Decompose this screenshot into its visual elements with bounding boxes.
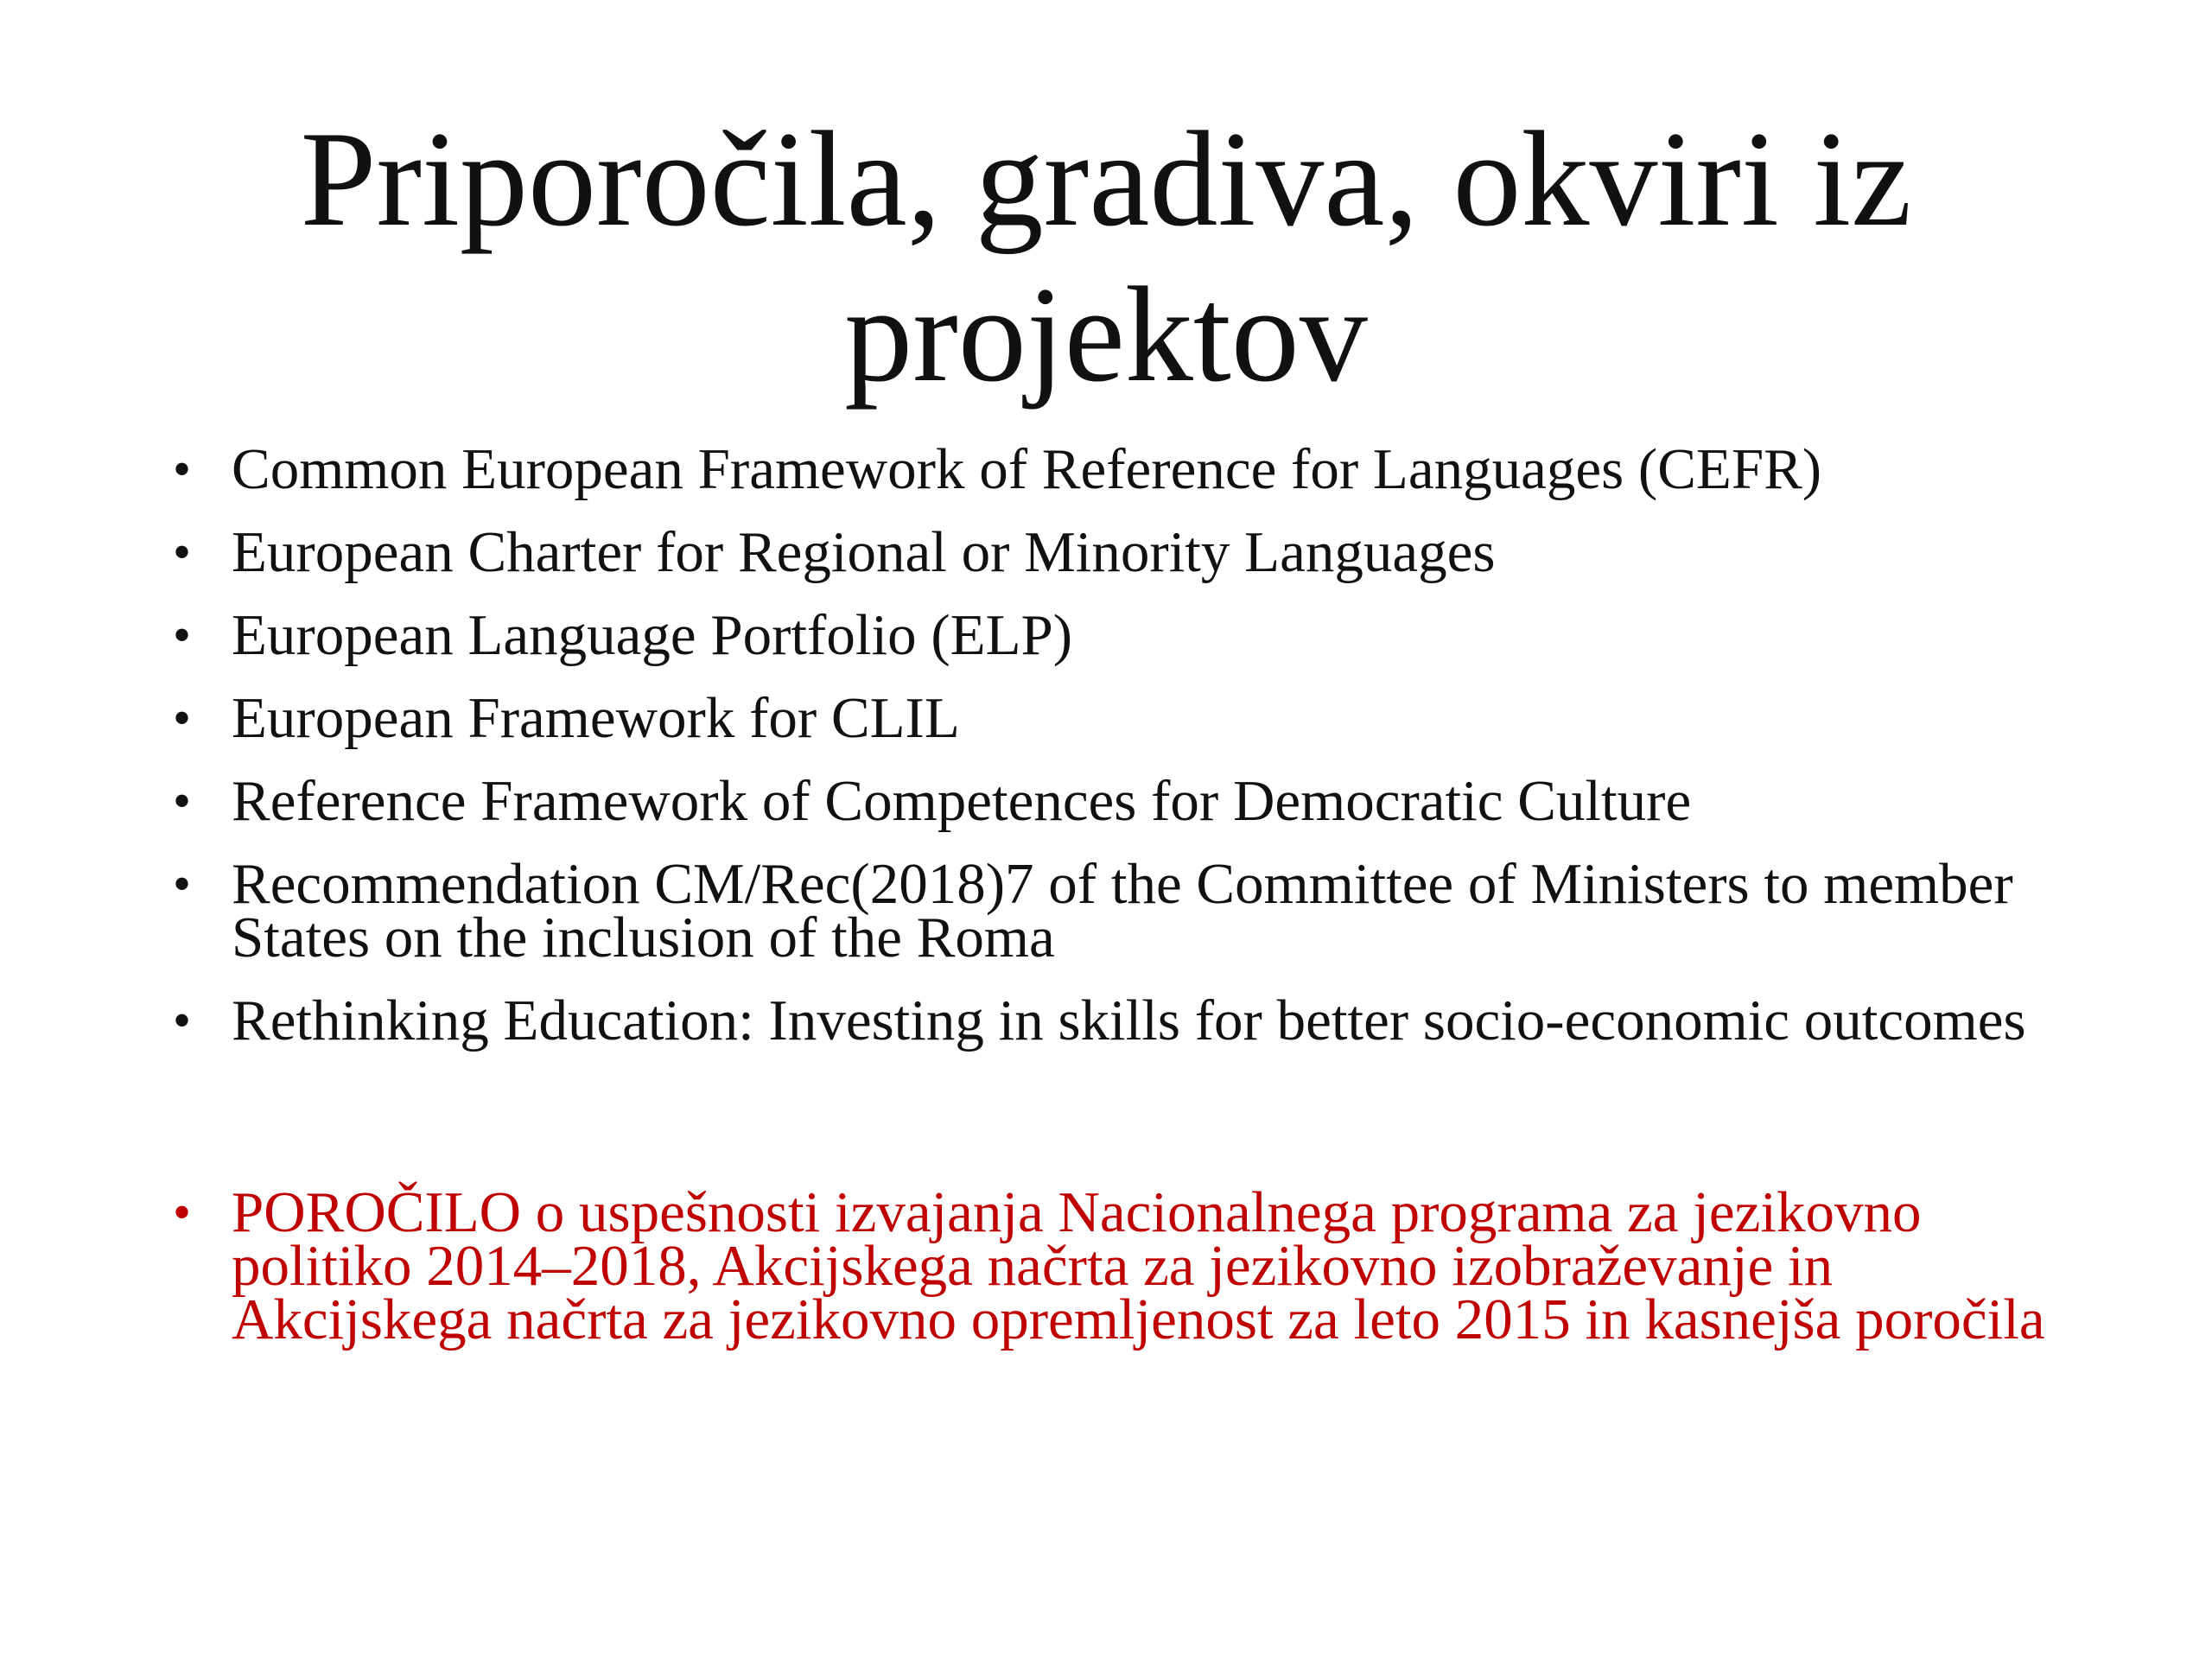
slide-title xyxy=(0,102,2212,413)
list-item-clil xyxy=(173,686,2100,750)
bullet-icon: • xyxy=(173,607,192,664)
list-item-text: European Framework for CLIL xyxy=(232,686,960,750)
list-item-porocilo xyxy=(173,1180,2100,1351)
bullet-icon: • xyxy=(173,1184,192,1241)
title-line-1: Priporočila, gradiva, okviri iz xyxy=(300,104,1912,255)
list-item-text: Reference Framework of Competences for Democratic Culture xyxy=(232,769,1692,833)
list-item-text: POROČILO o uspešnosti izvajanja Nacionalnega programa za jezikovno politiko 2014–2018, Akcijskega načrta za jezikovno izobraževanje in Akcijskega načrta za jezikovno opremljenost za leto 2015 in kasnejša poročila xyxy=(232,1180,2045,1351)
list-item-elp xyxy=(173,603,2100,667)
list-item-text: Recommendation CM/Rec(2018)7 of the Committee of Ministers to member States on the inclusion of the Roma xyxy=(232,852,2013,969)
list-item-charter xyxy=(173,520,2100,584)
bullet-icon: • xyxy=(173,855,192,912)
bullet-icon: • xyxy=(173,524,192,581)
list-item-rethinking-education xyxy=(173,988,2100,1052)
list-item-recommendation-roma xyxy=(173,852,2100,969)
bullet-icon: • xyxy=(173,690,192,747)
list-item-text: Rethinking Education: Investing in skills for better socio-economic outcomes xyxy=(232,988,2026,1052)
bullet-icon: • xyxy=(173,992,192,1049)
bullet-icon: • xyxy=(173,772,192,830)
list-item-text: European Language Portfolio (ELP) xyxy=(232,603,1073,667)
list-item-text: European Charter for Regional or Minority Languages xyxy=(232,520,1496,584)
title-line-2: projektov xyxy=(844,259,1368,410)
bullet-icon: • xyxy=(173,441,192,498)
list-item-democratic-culture xyxy=(173,769,2100,833)
bullet-list xyxy=(173,437,2100,1351)
list-item-cefr xyxy=(173,437,2100,501)
list-item-text: Common European Framework of Reference for Languages (CEFR) xyxy=(232,437,1822,501)
